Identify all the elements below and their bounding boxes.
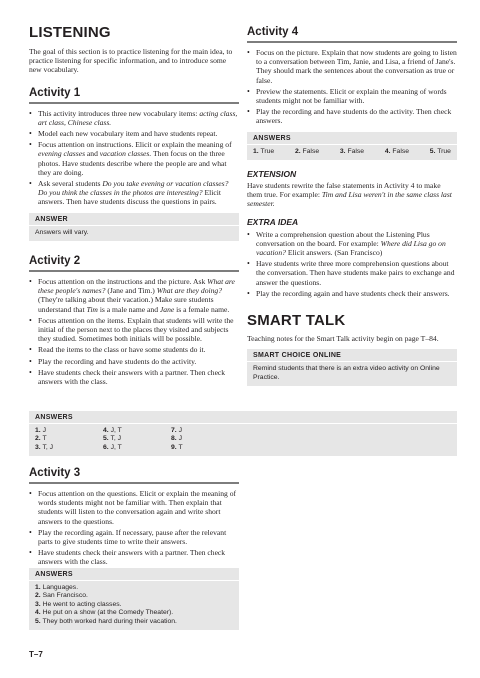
text: is a male name and xyxy=(97,304,160,314)
text: Focus attention on instructions. Elicit or explain the meaning of xyxy=(38,140,232,150)
answer-item xyxy=(171,427,231,435)
activity3-list xyxy=(29,489,239,567)
answer-number: 5. xyxy=(429,147,436,155)
page-number: T–7 xyxy=(29,650,43,659)
name: Jane xyxy=(159,304,175,314)
activity2-heading: Activity 2 xyxy=(29,255,239,272)
answer-value: J, T xyxy=(110,443,122,451)
answer-item xyxy=(35,427,103,435)
vocab-items: acting class, art class, Chinese class. xyxy=(38,108,238,127)
question: Do you take evening or vacation classes? Do you think the classes in the photos are interesting? xyxy=(38,179,229,198)
extra-idea-bullet-3: • Play the recording again and have students check their answers. xyxy=(247,289,457,298)
answer-value: He put on a show (at the Comedy Theater). xyxy=(42,609,174,617)
answer-number: 1. xyxy=(253,147,259,155)
text: and xyxy=(85,149,100,159)
answer-item xyxy=(35,618,233,626)
answer-item xyxy=(430,148,451,156)
activity1-answer-box xyxy=(29,213,239,241)
answer-item xyxy=(103,427,171,435)
answer-item xyxy=(385,148,409,156)
answer-value: False xyxy=(302,147,320,155)
extra-idea-list xyxy=(247,230,457,298)
activity2-bullet-1 xyxy=(29,277,239,314)
answer-item xyxy=(35,592,233,600)
answer-item xyxy=(35,444,103,452)
answer-number: 7. xyxy=(171,427,177,434)
text: Focus attention on the instructions and the picture. Ask xyxy=(38,277,208,287)
activity3-answers-box xyxy=(29,568,239,630)
listening-intro: The goal of this section is to practice listening for the main idea, to practice listening for specific information, and to introduce some new vocabulary. xyxy=(29,47,233,75)
answer-item xyxy=(35,601,233,609)
answer-number: 3. xyxy=(339,147,346,155)
activity4-bullet-2: • Preview the statements. Elicit or explain the meaning of words students might not be familiar with. xyxy=(247,87,457,105)
activity3-bullet-2: • Play the recording again. If necessary, pause after the relevant parts to give students time to write their answers. xyxy=(29,528,239,546)
term: evening classes xyxy=(38,149,86,159)
text: Elicit answers. (San Francisco) xyxy=(285,248,383,258)
text: Write a comprehension question about the Listening Plus conversation on the board. For example: xyxy=(256,229,430,248)
text: Elicit answers. Then have students discuss the questions in pairs. xyxy=(38,188,221,207)
extra-idea-heading: EXTRA IDEA xyxy=(247,216,299,227)
answer-value: Languages. xyxy=(42,584,79,591)
extension-heading: EXTENSION xyxy=(247,169,297,180)
activity2-answers-grid xyxy=(29,424,249,456)
activity4-answers-row xyxy=(247,145,457,160)
smart-choice-online-box xyxy=(247,349,457,386)
answer-number: 1. xyxy=(35,427,41,434)
answer-value: T xyxy=(42,435,47,443)
question: Where did Lisa go on vacation? xyxy=(256,238,446,258)
activity4-list xyxy=(247,48,457,126)
answer-number: 2. xyxy=(294,147,301,155)
answer-value: T xyxy=(178,443,183,451)
extra-idea-bullet-1 xyxy=(247,230,457,258)
activity4-bullet-3: • Play the recording and have students do the activity. Then check answers. xyxy=(247,107,457,125)
activity1-bullet-3 xyxy=(29,140,239,177)
smart-choice-online-title: SMART CHOICE ONLINE xyxy=(247,349,457,362)
answer-item xyxy=(253,148,274,156)
text: Have students rewrite the false statements in Activity 4 to make them true. For example: xyxy=(247,181,441,200)
answer-number: 2. xyxy=(35,435,41,443)
answer-value: T, J xyxy=(110,435,122,443)
example: Tim and Lisa weren't in the same class last semester. xyxy=(247,190,452,209)
activity1-bullet-4 xyxy=(29,179,239,207)
answer-box-title: ANSWER xyxy=(29,213,239,226)
answer-value: San Francisco. xyxy=(42,592,88,600)
answer-value: T, J xyxy=(42,443,54,451)
activity2-bullet-2: • Focus attention on the items. Explain that students will write the initial of the person next to the places they visited and subjects they studied. Sometimes both initials will be possible. xyxy=(29,316,239,344)
answer-number: 5. xyxy=(103,435,109,443)
activity4-heading: Activity 4 xyxy=(247,26,457,43)
activity2-list xyxy=(29,277,239,386)
answer-number: 6. xyxy=(103,443,109,451)
answer-item xyxy=(171,435,231,443)
activity3-bullet-1: • Focus attention on the questions. Elicit or explain the meaning of words students might not be familiar with. Then explain that students will listen to the conversation again and write short answers to the questions. xyxy=(29,489,239,526)
extension-text xyxy=(247,181,457,209)
answer-box-text: Answers will vary. xyxy=(35,228,89,236)
answers-box-title: ANSWERS xyxy=(247,132,457,145)
activity2-bullet-5: • Have students check their answers with a partner. Then check answers with the class. xyxy=(29,368,239,386)
name: Tim xyxy=(86,304,98,314)
answer-number: 1. xyxy=(35,584,41,591)
answer-number: 2. xyxy=(35,592,41,600)
text: (Jane and Tim.) xyxy=(105,286,157,296)
activity2-bullet-3: • Read the items to the class or have some students do it. xyxy=(29,345,239,354)
answer-number: 4. xyxy=(103,427,109,434)
answer-number: 9. xyxy=(171,443,177,451)
answer-number: 4. xyxy=(35,609,41,617)
answer-number: 4. xyxy=(384,147,391,155)
activity1-bullet-2: • Model each new vocabulary item and have students repeat. xyxy=(29,129,239,138)
text: This activity introduces three new vocabulary items: xyxy=(38,108,200,118)
activity3-answers-list xyxy=(29,581,239,630)
smart-talk-heading: SMART TALK xyxy=(247,312,346,330)
answer-item xyxy=(340,148,364,156)
text: is a female name. xyxy=(174,304,230,314)
answer-item xyxy=(295,148,319,156)
smart-choice-online-text: Remind students that there is an extra video activity on Online Practice. xyxy=(253,365,440,381)
activity1-bullet-1 xyxy=(29,109,239,127)
right-column xyxy=(247,26,457,386)
answers-box-title: ANSWERS xyxy=(29,411,457,424)
smart-talk-text: Teaching notes for the Smart Talk activity begin on page T–84. xyxy=(247,334,439,344)
activity2-bullet-4: • Play the recording and have students do the activity. xyxy=(29,357,239,366)
answer-value: J xyxy=(178,427,182,434)
activity2-answers-box xyxy=(29,411,457,456)
answers-box-title: ANSWERS xyxy=(29,568,239,581)
activity4-bullet-1: • Focus on the picture. Explain that now students are going to listen to a conversation between Tim, Janie, and Lisa, a friend of Jane's. They should mark the sentences about the conversation as true or false. xyxy=(247,48,457,85)
answer-number: 8. xyxy=(171,435,177,443)
answer-number: 5. xyxy=(35,617,41,625)
answer-value: He went to acting classes. xyxy=(42,600,122,608)
answer-item xyxy=(35,435,103,443)
activity1-heading: Activity 1 xyxy=(29,87,239,104)
answer-value: True xyxy=(437,147,451,155)
activity3-section xyxy=(29,467,239,569)
activity4-answers-box xyxy=(247,132,457,160)
activity3-heading: Activity 3 xyxy=(29,467,239,484)
answer-value: True xyxy=(260,147,275,155)
listening-heading: LISTENING xyxy=(29,24,111,41)
term: vacation classes. xyxy=(99,149,152,159)
answer-value: J, T xyxy=(110,427,122,434)
activity3-bullet-3: • Have students check their answers with a partner. Then check answers with the class. xyxy=(29,548,239,566)
answer-value: They both worked hard during their vacation. xyxy=(42,617,177,625)
activity1-list xyxy=(29,109,239,207)
answer-item xyxy=(35,609,233,617)
answer-item xyxy=(171,444,231,452)
answer-item xyxy=(35,584,233,592)
answer-number: 3. xyxy=(35,443,41,451)
extra-idea-bullet-2: • Have students write three more comprehension questions about the conversation. Then have students make pairs to exchange and answer the questions. xyxy=(247,259,457,287)
answer-value: J xyxy=(178,435,182,443)
text: (They're talking about their vacation.) Make sure students understand that xyxy=(38,295,214,314)
answer-value: False xyxy=(392,147,410,155)
question: What are they doing? xyxy=(156,286,222,296)
text: Ask several students xyxy=(38,179,103,189)
answer-value: J xyxy=(42,427,46,434)
answer-value: False xyxy=(347,147,365,155)
answer-item xyxy=(103,444,171,452)
left-column xyxy=(29,24,239,388)
answer-item xyxy=(103,435,171,443)
answer-number: 3. xyxy=(35,600,41,608)
question: What are these people's names? xyxy=(38,277,235,296)
text: Then focus on the three photos. Have students describe where the people are and what they are doing. xyxy=(38,149,227,177)
